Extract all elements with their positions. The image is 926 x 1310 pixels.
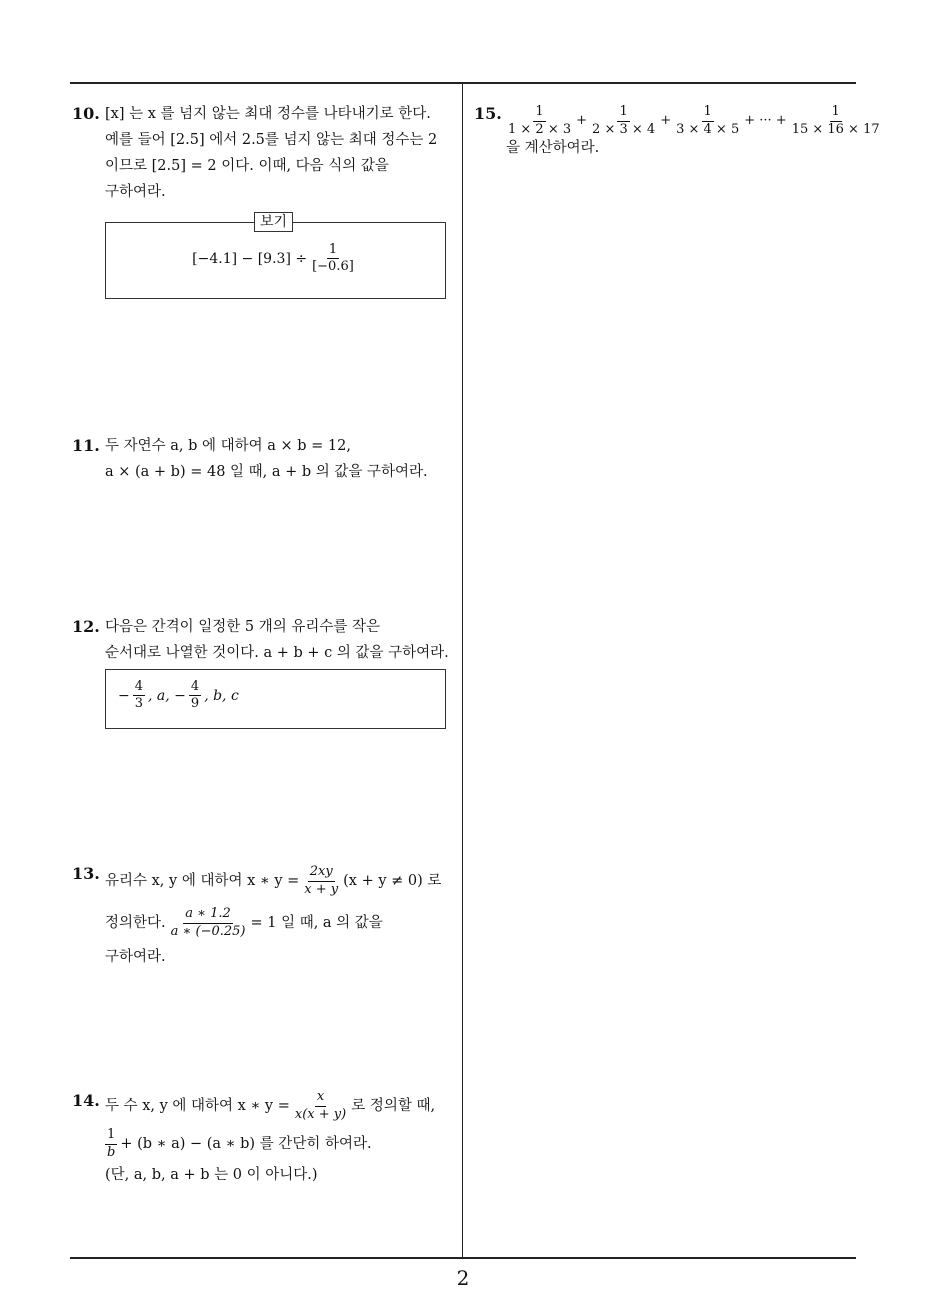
- question-13-text: [105, 860, 441, 970]
- q12-term1-fraction: [133, 680, 145, 712]
- q10-line-4: 구하여라.: [105, 184, 166, 200]
- q13-fraction-1: [302, 865, 340, 897]
- q12-sequence: [118, 680, 239, 712]
- q15-term-3-denominator: 3 × 4 × 5: [676, 121, 740, 137]
- q15-ellipsis: + ··· +: [744, 113, 787, 128]
- q15-term-2-numerator: 1: [617, 105, 629, 121]
- q12-term1-numerator: 4: [133, 680, 145, 696]
- q10-expression-left: [−4.1] − [9.3] ÷: [192, 250, 308, 267]
- q13-fraction-1-denominator: x + y: [304, 881, 339, 897]
- q12-term1-sign: −: [118, 687, 130, 704]
- q12-term3-denominator: 9: [190, 696, 200, 712]
- q15-line-2: 을 계산하여라.: [506, 140, 600, 156]
- q14-fraction-2: [105, 1128, 117, 1160]
- q13-line-1-start: 유리수 x, y 에 대하여 x ∗ y =: [105, 873, 300, 889]
- q10-example-box: [105, 222, 446, 299]
- question-11-number: 11.: [72, 436, 100, 455]
- q13-line-2-end: = 1 일 때, a 의 값을: [250, 915, 383, 931]
- q15-term-1-numerator: 1: [533, 105, 545, 121]
- q11-line-2: a × (a + b) = 48 일 때, a + b 의 값을 구하여라.: [105, 464, 428, 480]
- q12-term1-denominator: 3: [134, 696, 144, 712]
- q15-term-2-denominator: 2 × 3 × 4: [592, 121, 656, 137]
- question-15-text: [506, 101, 885, 155]
- question-11-text: [105, 433, 428, 485]
- q10-line-1: [x] 는 x 를 넘지 않는 최대 정수를 나타내기로 한다.: [105, 106, 431, 122]
- q12-term4: , b, c: [204, 687, 239, 704]
- q12-term3-fraction: [189, 680, 201, 712]
- page-number: 2: [456, 1266, 470, 1290]
- q14-line-2-end: + (b ∗ a) − (a ∗ b) 를 간단히 하여라.: [120, 1136, 372, 1152]
- q13-line-2: [105, 902, 441, 944]
- q14-line-1-end: 로 정의할 때,: [351, 1098, 436, 1114]
- q15-plus-1: +: [576, 113, 588, 128]
- q15-term-2: [590, 105, 657, 137]
- q10-line-2: 예를 들어 [2.5] 에서 2.5를 넘지 않는 최대 정수는 2: [105, 132, 438, 148]
- question-10-number: 10.: [72, 104, 100, 123]
- q15-term-4-numerator: 1: [830, 105, 842, 121]
- q14-fraction-1-numerator: x: [315, 1090, 326, 1106]
- q14-fraction-2-denominator: b: [107, 1144, 116, 1160]
- q15-term-1: [506, 105, 573, 137]
- q10-line-3: 이므로 [2.5] = 2 이다. 이때, 다음 식의 값을: [105, 158, 389, 174]
- q12-line-1: 다음은 간격이 일정한 5 개의 유리수를 작은: [105, 619, 380, 635]
- q14-fraction-2-numerator: 1: [105, 1128, 117, 1144]
- q13-line-1-end: (x + y ≠ 0) 로: [343, 873, 442, 889]
- q15-term-3-numerator: 1: [702, 105, 714, 121]
- q14-fraction-1-denominator: x(x + y): [294, 1106, 347, 1122]
- question-13-number: 13.: [72, 864, 100, 883]
- q10-fraction-numerator: 1: [327, 243, 339, 259]
- q14-line-3: (단, a, b, a + b 는 0 이 아니다.): [105, 1167, 318, 1183]
- q13-line-2-start: 정의한다.: [105, 915, 166, 931]
- q10-box-label: 보기: [254, 212, 293, 232]
- bottom-rule: [70, 1257, 856, 1259]
- q11-line-1: 두 자연수 a, b 에 대하여 a × b = 12,: [105, 438, 351, 454]
- question-14-text: [105, 1086, 435, 1188]
- question-14-number: 14.: [72, 1091, 100, 1110]
- q13-fraction-2: [169, 907, 248, 939]
- q12-sequence-box: [105, 669, 446, 729]
- q12-line-2: 순서대로 나열한 것이다. a + b + c 의 값을 구하여라.: [105, 645, 449, 661]
- column-divider: [462, 83, 463, 1258]
- q13-line-1: [105, 860, 441, 902]
- q14-fraction-1: [293, 1090, 348, 1122]
- q13-line-3: 구하여라.: [105, 949, 166, 965]
- q15-term-4: [790, 105, 882, 137]
- q15-term-3: [674, 105, 741, 137]
- question-12-text: [105, 614, 449, 666]
- question-12-number: 12.: [72, 617, 100, 636]
- q14-line-2: [105, 1126, 435, 1162]
- q15-term-4-denominator: 15 × 16 × 17: [791, 121, 880, 137]
- question-10-text: [105, 101, 437, 205]
- q13-fraction-2-denominator: a ∗ (−0.25): [170, 923, 246, 939]
- q10-fraction: [310, 243, 356, 275]
- q14-line-1-start: 두 수 x, y 에 대하여 x ∗ y =: [105, 1098, 290, 1114]
- q10-fraction-denominator: [−0.6]: [312, 259, 354, 275]
- q12-term2: , a, −: [148, 687, 186, 704]
- q13-fraction-1-numerator: 2xy: [308, 865, 335, 881]
- q15-plus-2: +: [660, 113, 672, 128]
- question-15-number: 15.: [474, 104, 502, 123]
- q12-term3-numerator: 4: [189, 680, 201, 696]
- q14-line-1: [105, 1086, 435, 1126]
- q13-fraction-2-numerator: a ∗ 1.2: [183, 907, 233, 923]
- q10-expression: [106, 243, 445, 275]
- q15-term-1-denominator: 1 × 2 × 3: [508, 121, 572, 137]
